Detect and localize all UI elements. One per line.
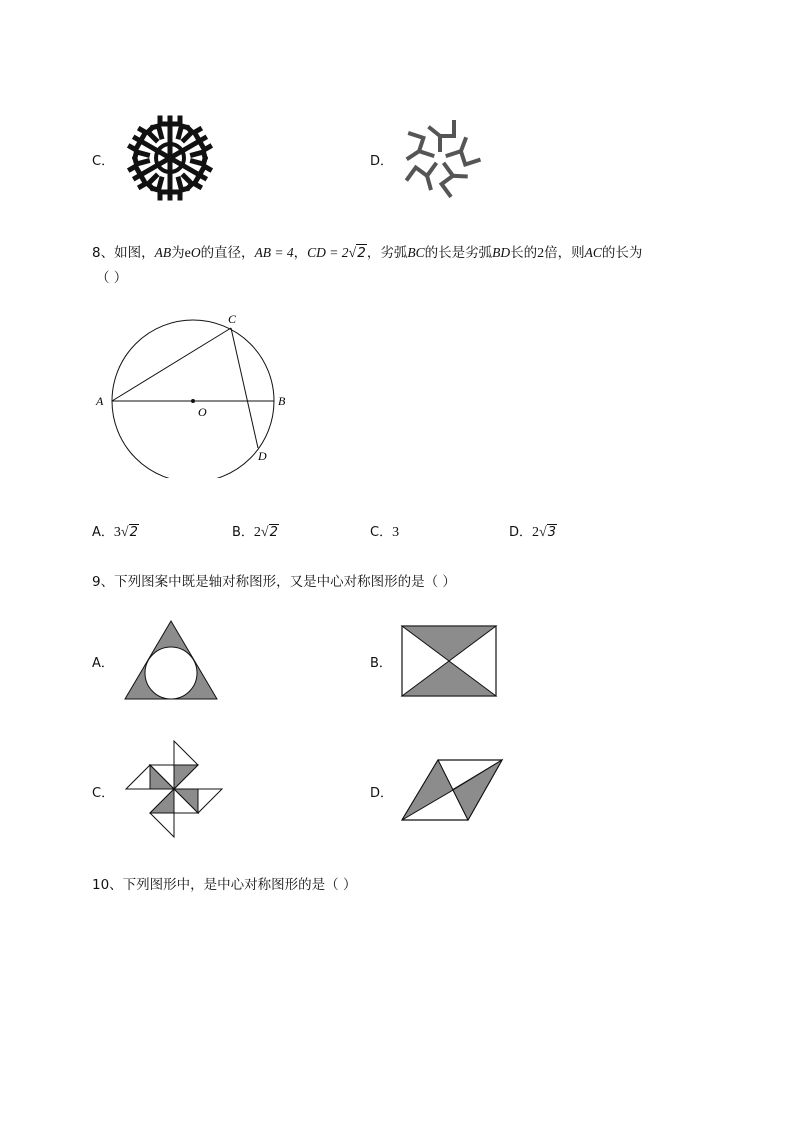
- q8-option-b: B．2√2: [232, 525, 278, 540]
- q8-cd-radicand: 2: [357, 245, 366, 261]
- q8-bd: BD: [492, 245, 511, 260]
- q7-option-d-label: D．: [370, 154, 394, 169]
- snowflake-figure-c: [120, 110, 220, 206]
- q8-bc: BC: [407, 245, 425, 260]
- q8-text-7: 倍，则: [544, 245, 585, 261]
- q8-number: 8、: [92, 245, 115, 261]
- q8-option-c: [370, 521, 399, 541]
- q9-stem: 9、下列图案中既是轴对称图形，又是中心对称图形的是（ ）: [92, 574, 456, 590]
- label-c: C: [228, 312, 237, 326]
- q8-option-a-coef: 3: [113, 525, 121, 540]
- q8-option-a: A．3√2: [92, 525, 138, 540]
- rectangle-hourglass-figure: [400, 624, 498, 698]
- q8-option-b-radicand: 2: [269, 525, 278, 540]
- q8-option-d: D．2√3: [509, 525, 556, 540]
- q8-o: O: [190, 245, 201, 260]
- q8-option-d-label: D．: [509, 525, 533, 540]
- q8-circle-symbol: e: [184, 246, 191, 261]
- q7-option-c-label: C．: [92, 154, 115, 169]
- q8-two: 2: [537, 246, 545, 261]
- q8-text-6: 长的: [510, 245, 538, 261]
- q8-cd-eq: CD = 2: [307, 245, 349, 260]
- q8-option-c-label: C．: [370, 525, 393, 540]
- q8-comma: ，: [293, 245, 308, 261]
- q8-ab: AB: [154, 245, 172, 260]
- q8-ab-eq: AB = 4: [254, 245, 294, 260]
- triangle-circle-figure: [122, 618, 220, 704]
- pinwheel-figure: [124, 740, 224, 838]
- circle-diagram: [90, 308, 300, 478]
- label-d: D: [258, 449, 267, 463]
- pinwheel-figure-d: [392, 112, 488, 204]
- parallelogram-figure: [400, 758, 506, 824]
- q8-text-1: 如图，: [114, 245, 155, 261]
- label-b: B: [278, 394, 286, 408]
- q8-ac: AC: [584, 245, 602, 260]
- q8-option-d-coef: 2: [532, 525, 540, 540]
- chord-cd: [231, 328, 258, 448]
- center-point: [191, 399, 195, 403]
- q8-option-c-value: 3: [392, 525, 400, 540]
- label-a: A: [96, 394, 104, 408]
- q8-text-4: ，劣弧: [366, 245, 408, 261]
- q8-option-b-coef: 2: [253, 525, 261, 540]
- q9-option-d-label: D．: [370, 786, 394, 801]
- q8-text-5: 的长是劣弧: [424, 245, 493, 261]
- q8-text-3: 的直径，: [200, 245, 255, 261]
- q8-option-b-label: B．: [232, 525, 254, 540]
- q8-stem-line-1: 8、如图，AB为eO的直径，AB = 4，CD = 2√2，劣弧BC的长是劣弧BD长的2倍，则AC的长为: [92, 245, 643, 261]
- q8-option-a-label: A．: [92, 525, 114, 540]
- q8-answer-paren: （ ）: [96, 270, 128, 286]
- q8-option-d-radicand: 3: [547, 525, 556, 540]
- q8-text-2: 为: [171, 245, 185, 261]
- q8-option-a-radicand: 2: [129, 525, 138, 540]
- q9-option-b-label: B．: [370, 656, 392, 671]
- snowflake-arm: [148, 118, 192, 158]
- q9-option-c-label: C．: [92, 786, 115, 801]
- chord-ac: [112, 328, 231, 401]
- label-o: O: [198, 405, 207, 419]
- inscribed-circle: [145, 647, 197, 699]
- q10-stem: 10、下列图形中，是中心对称图形的是（ ）: [92, 877, 357, 893]
- q9-option-a-label: A．: [92, 656, 114, 671]
- q8-text-8: 的长为: [601, 245, 643, 261]
